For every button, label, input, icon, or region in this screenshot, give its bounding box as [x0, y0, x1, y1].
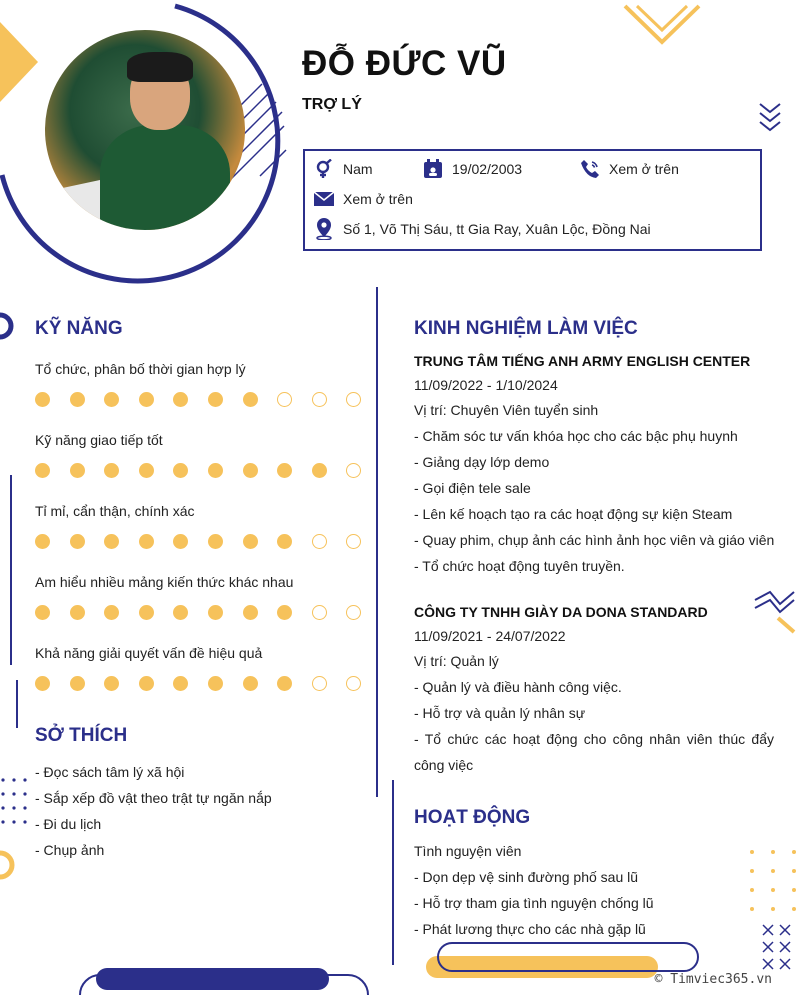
rating-dot-empty	[312, 534, 327, 549]
job-task: - Lên kế hoạch tạo ra các hoạt động sự kiện Steam	[414, 506, 733, 522]
location-pin-icon	[313, 218, 335, 240]
rating-dot-filled	[104, 392, 119, 407]
rating-dot-filled	[104, 534, 119, 549]
job-task: - Tổ chức các hoạt động cho công nhân viên thúc đẩy	[414, 731, 774, 747]
left-divider	[16, 680, 18, 728]
rating-dot-filled	[35, 463, 50, 478]
skill-rating	[35, 605, 381, 620]
job-period: 11/09/2022 - 1/10/2024	[414, 377, 558, 393]
rating-dot-filled	[139, 676, 154, 691]
job-task: - Quay phim, chụp ảnh các hình ảnh học viên và giáo viên	[414, 532, 775, 548]
skill-label: Tỉ mỉ, cẩn thận, chính xác	[35, 503, 195, 519]
rating-dot-filled	[35, 605, 50, 620]
calendar-icon	[422, 158, 444, 180]
hobby-item: - Chụp ảnh	[35, 842, 105, 858]
rating-dot-filled	[104, 605, 119, 620]
job-period: 11/09/2021 - 24/07/2022	[414, 628, 566, 644]
rating-dot-filled	[70, 463, 85, 478]
activity-item: Tình nguyện viên	[414, 843, 522, 859]
skill-rating	[35, 392, 381, 407]
rating-dot-filled	[70, 676, 85, 691]
rating-dot-empty	[312, 676, 327, 691]
rating-dot-filled	[139, 534, 154, 549]
rating-dot-filled	[70, 392, 85, 407]
rating-dot-filled	[104, 676, 119, 691]
address-row	[313, 218, 651, 240]
rating-dot-filled	[312, 463, 327, 478]
skill-label: Am hiểu nhiều mảng kiến thức khác nhau	[35, 574, 294, 590]
rating-dot-filled	[173, 605, 188, 620]
rating-dot-filled	[173, 534, 188, 549]
rating-dot-filled	[35, 676, 50, 691]
envelope-icon	[313, 188, 335, 210]
rating-dot-empty	[312, 605, 327, 620]
job-title: TRỢ LÝ	[302, 96, 362, 113]
company-name: CÔNG TY TNHH GIÀY DA DONA STANDARD	[414, 604, 708, 620]
candidate-name: ĐỖ ĐỨC VŨ	[302, 44, 507, 83]
skill-label: Tổ chức, phân bố thời gian hợp lý	[35, 361, 246, 377]
job-task: - Giảng dạy lớp demo	[414, 454, 550, 470]
rating-dot-filled	[35, 534, 50, 549]
hobby-item: - Đọc sách tâm lý xã hội	[35, 764, 185, 780]
rating-dot-filled	[35, 392, 50, 407]
rating-dot-filled	[139, 605, 154, 620]
job-task: công việc	[414, 757, 474, 773]
job-position: Vị trí: Quản lý	[414, 653, 499, 669]
phone-icon	[579, 158, 601, 180]
rating-dot-filled	[173, 676, 188, 691]
skill-rating	[35, 534, 381, 549]
job-position: Vị trí: Chuyên Viên tuyển sinh	[414, 402, 599, 418]
job-task: - Quản lý và điều hành công việc.	[414, 679, 622, 695]
rating-dot-empty	[312, 392, 327, 407]
rating-dot-filled	[173, 463, 188, 478]
rating-dot-empty	[346, 534, 361, 549]
activities-title: HOẠT ĐỘNG	[414, 807, 531, 828]
skills-title: KỸ NĂNG	[35, 318, 123, 339]
hobby-item: - Đi du lịch	[35, 816, 102, 832]
watermark: © Timviec365.vn	[654, 972, 772, 987]
rating-dot-filled	[277, 605, 292, 620]
rating-dot-empty	[277, 392, 292, 407]
rating-dot-filled	[139, 463, 154, 478]
rating-dot-filled	[208, 676, 223, 691]
rating-dot-filled	[208, 605, 223, 620]
gender-value: Nam	[343, 161, 373, 177]
phone-row	[579, 158, 679, 180]
hobby-item: - Sắp xếp đồ vật theo trật tự ngăn nắp	[35, 790, 272, 806]
rating-dot-empty	[346, 463, 361, 478]
experience-title: KINH NGHIỆM LÀM VIỆC	[414, 318, 638, 339]
activity-item: - Dọn dẹp vệ sinh đường phố sau lũ	[414, 869, 639, 885]
address-value: Số 1, Võ Thị Sáu, tt Gia Ray, Xuân Lộc, Đồng Nai	[343, 221, 651, 237]
skill-label: Kỹ năng giao tiếp tốt	[35, 432, 163, 448]
activity-item: - Hỗ trợ tham gia tình nguyện chống lũ	[414, 895, 654, 911]
job-task: - Tổ chức hoạt động tuyên truyền.	[414, 558, 625, 574]
hobbies-title: SỞ THÍCH	[35, 725, 128, 746]
job-task: - Chăm sóc tư vấn khóa học cho các bậc phụ huynh	[414, 428, 738, 444]
rating-dot-empty	[346, 392, 361, 407]
gender-icon	[313, 158, 335, 180]
rating-dot-filled	[139, 392, 154, 407]
rating-dot-filled	[243, 463, 258, 478]
rating-dot-filled	[208, 534, 223, 549]
job-task: - Gọi điện tele sale	[414, 480, 531, 496]
rating-dot-filled	[243, 605, 258, 620]
rating-dot-filled	[277, 534, 292, 549]
rating-dot-filled	[208, 392, 223, 407]
rating-dot-filled	[173, 392, 188, 407]
rating-dot-filled	[104, 463, 119, 478]
rating-dot-filled	[243, 534, 258, 549]
rating-dot-empty	[346, 676, 361, 691]
company-name: TRUNG TÂM TIẾNG ANH ARMY ENGLISH CENTER	[414, 353, 751, 369]
right-divider	[392, 780, 394, 965]
birthday-row	[422, 158, 522, 180]
job-task: - Hỗ trợ và quản lý nhân sự	[414, 705, 586, 721]
rating-dot-filled	[243, 392, 258, 407]
email-value: Xem ở trên	[343, 191, 413, 207]
rating-dot-empty	[346, 605, 361, 620]
profile-photo-area	[0, 0, 300, 240]
rating-dot-filled	[277, 463, 292, 478]
rating-dot-filled	[243, 676, 258, 691]
activity-item: - Phát lương thực cho các nhà gặp lũ	[414, 921, 646, 937]
rating-dot-filled	[70, 534, 85, 549]
rating-dot-filled	[208, 463, 223, 478]
phone-value: Xem ở trên	[609, 161, 679, 177]
email-row	[313, 188, 413, 210]
skill-rating	[35, 463, 381, 478]
birthday-value: 19/02/2003	[452, 161, 523, 177]
skill-label: Khả năng giải quyết vấn đề hiệu quả	[35, 645, 263, 661]
avatar	[45, 30, 245, 230]
gender-row	[313, 158, 373, 180]
skill-rating	[35, 676, 381, 691]
rating-dot-filled	[70, 605, 85, 620]
rating-dot-filled	[277, 676, 292, 691]
